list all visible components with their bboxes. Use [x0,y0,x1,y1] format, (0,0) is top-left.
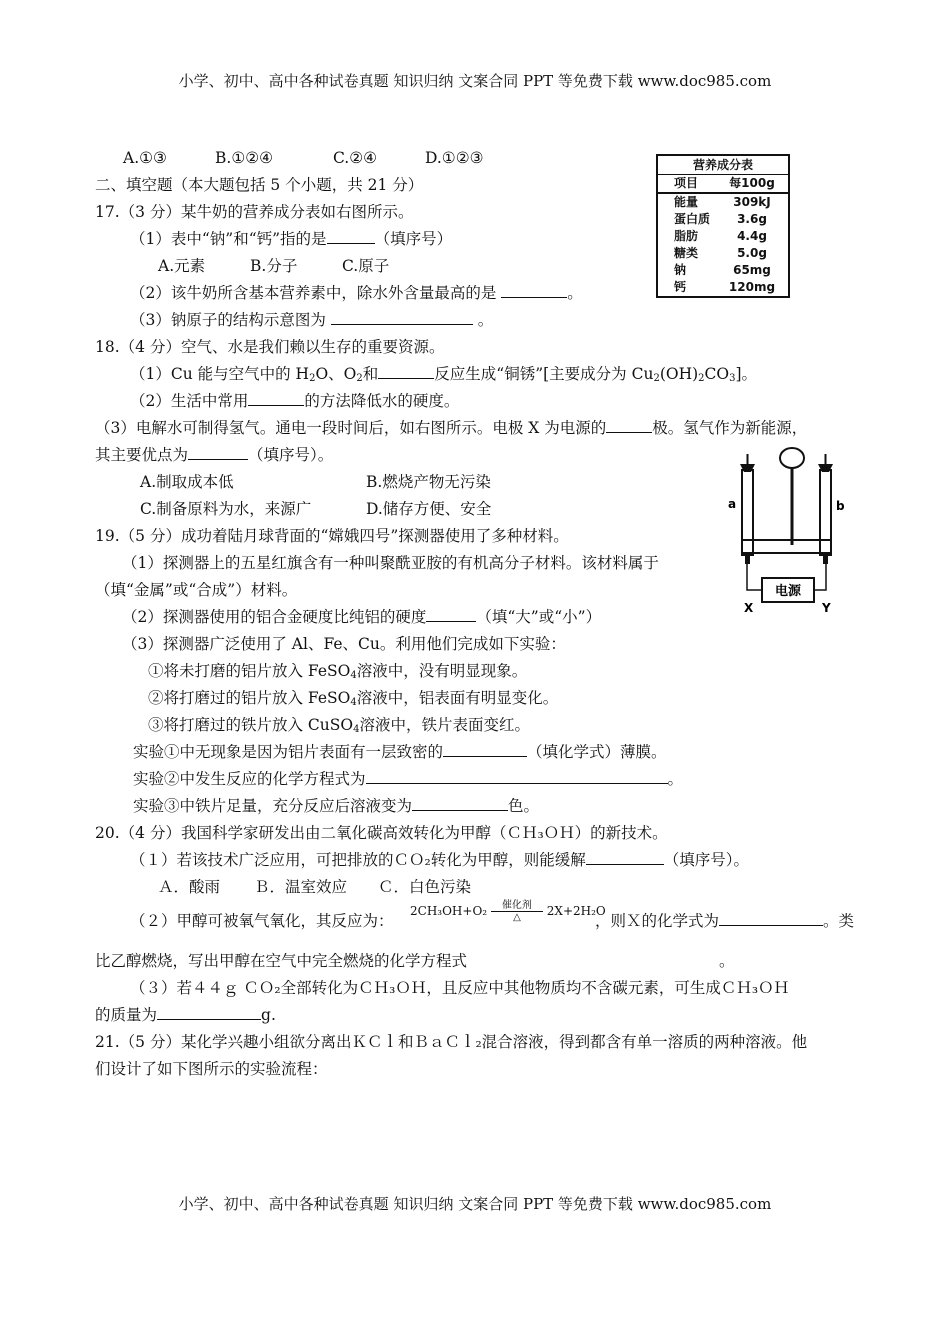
q19-stem: 19.（5 分）成功着陆月球背面的“嫦娥四号”探测器使用了多种材料。 [95,527,569,545]
q20-part1 [130,850,749,870]
q19-part2 [122,607,601,627]
answer-blank[interactable] [606,418,652,433]
answer-blank[interactable] [501,283,567,298]
nutrition-item: 脂肪 [674,229,699,243]
q18-stem: 18.（4 分）空气、水是我们赖以生存的重要资源。 [95,338,445,356]
q19-result2 [133,769,683,789]
q18-p1-text: （1）Cu 能与空气中的 H [130,365,310,383]
reaction-equation [410,900,606,923]
q19-exp-text: 溶液中，铝表面有明显变化。 [356,689,559,707]
q18-option-a: A.制取成本低 [140,473,234,491]
q20-part2-intro: （２）甲醇可被氧气氧化，其反应为： [130,912,394,930]
answer-blank[interactable] [378,364,434,379]
nutrition-row [658,262,788,279]
label-y: Y [822,601,831,615]
q18-options-ab [140,472,491,492]
nutrition-row [658,211,788,228]
subscript: 4 [350,670,357,681]
q16-option-a: A.①③ [123,149,167,167]
heat-label: △ [513,912,521,923]
power-source-label: 电源 [774,584,802,599]
q18-options-cd [140,499,491,519]
q20-p2-text: 比乙醇燃烧，写出甲醇在空气中完全燃烧的化学方程式 [95,952,468,970]
equation-left: 2CH₃OH+O₂ [410,904,488,918]
nutrition-col-value: 每100g [729,176,775,190]
q20-p1-hint: （填序号）。 [663,851,749,869]
q20-part2-x [595,911,854,931]
q19-exp3 [148,715,530,740]
answer-blank[interactable] [188,445,248,460]
nutrition-row [658,245,788,262]
nutrition-item: 糖类 [674,246,699,260]
q17-p1-text: （1）表中“钠”和“钙”指的是 [130,230,327,248]
answer-blank[interactable] [586,850,664,865]
subscript: 2 [653,373,660,384]
q20-p2-text: 。类 [823,912,855,930]
nutrition-row [658,228,788,245]
label-a: a [728,497,737,511]
answer-blank[interactable] [719,911,823,926]
q17-p1-hint: （填序号） [374,230,453,248]
q18-p3-text: （填序号）。 [248,446,334,464]
section-title: 二、填空题（本大题包括 5 个小题，共 21 分） [95,176,424,194]
label-x: X [744,601,754,615]
nutrition-title: 营养成分表 [658,156,788,175]
nutrition-item: 能量 [674,195,699,209]
q19-exp-text: ③将打磨过的铁片放入 CuSO [148,716,354,734]
q18-p1-text: CO [704,365,730,383]
nutrition-value: 65mg [733,263,771,277]
q17-stem: 17.（3 分）某牛奶的营养成分表如右图所示。 [95,203,414,221]
q17-p3-text: （3）钠原子的结构示意图为 [130,311,331,329]
q16-options [123,148,484,168]
nutrition-col-item: 项目 [674,176,699,190]
nutrition-value: 4.4g [737,229,767,243]
q20-part3: （３）若４４ｇ ＣＯ₂全部转化为ＣＨ₃ＯＨ，且反应中其他物质均不含碳元素，可生成ＣＨ₃ＯＨ [130,979,790,997]
electrolysis-apparatus-figure [722,440,862,615]
q17-options [158,256,389,276]
q19-result-text: 实验③中铁片足量，充分反应后溶液变为 [133,797,413,815]
subscript: 3 [729,373,736,384]
q17-p3-end: 。 [472,311,494,329]
q18-p1-text: 和 [362,365,379,383]
q19-part3: （3）探测器广泛使用了 Al、Fe、Cu。利用他们完成如下实验： [122,635,566,653]
q20-part2-cont [95,951,735,971]
answer-blank[interactable] [327,229,375,244]
catalyst-label: 催化剂 [501,900,532,911]
q20-p3-unit: g. [261,1006,276,1024]
q20-p3-text: 的质量为 [95,1006,158,1024]
nutrition-row [658,194,788,211]
subscript: 2 [698,373,705,384]
answer-blank[interactable] [426,607,476,622]
nutrition-header-row [658,175,788,194]
label-b: b [836,499,845,513]
q17-part1 [130,229,452,249]
nutrition-row [658,279,788,296]
q19-exp-text: ①将未打磨的铝片放入 FeSO [148,662,351,680]
q18-p1-text: ]。 [735,365,758,383]
subscript: 4 [350,697,357,708]
page-footer: 小学、初中、高中各种试卷真题 知识归纳 文案合同 PPT 等免费下载 www.doc985.com [178,1195,772,1213]
equation-right: 2X+2H₂O [546,904,606,918]
page-header: 小学、初中、高中各种试卷真题 知识归纳 文案合同 PPT 等免费下载 www.doc985.com [178,72,772,90]
q18-part3-cont [95,445,333,465]
q18-option-d: D.储存方便、安全 [366,500,492,518]
q18-p1-text: 反应生成“铜锈”[主要成分为 Cu [434,365,654,383]
q21-line2: 们设计了如下图所示的实验流程： [95,1060,328,1078]
q19-exp2 [148,688,558,713]
q19-result-text: 。 [667,770,684,788]
q19-result-text: 色。 [508,797,540,815]
q20-option-b: Ｂ．温室效应 [254,878,348,896]
q18-p2-text: （2）生活中常用 [130,392,249,410]
answer-blank[interactable] [248,391,304,406]
nutrition-value: 120mg [728,280,776,294]
q18-p3-text: 其主要优点为 [95,446,189,464]
subscript: 4 [353,724,360,735]
answer-blank[interactable] [366,769,668,784]
q21-line1: 21.（5 分）某化学兴趣小组欲分离出ＫＣｌ和ＢａＣｌ₂混合溶液，得到都含有单一溶质的两种溶液。他 [95,1033,808,1051]
q20-option-c: Ｃ．白色污染 [378,878,472,896]
nutrition-item: 钠 [674,263,687,277]
q20-p2-text: ，则Ｘ的化学式为 [595,912,720,930]
nutrition-value: 3.6g [737,212,767,226]
q18-part2 [130,391,459,411]
q20-stem: 20.（4 分）我国科学家研发出由二氧化碳高效转化为甲醇（ＣＨ₃ＯＨ）的新技术。 [95,824,668,842]
q18-p3-text: 极。氢气作为新能源， [652,419,808,437]
subscript: 2 [309,373,316,384]
q19-result-text: 实验①中无现象是因为铝片表面有一层致密的 [133,743,444,761]
q17-p2-end: 。 [567,284,583,302]
q19-result-text: 实验②中发生反应的化学方程式为 [133,770,366,788]
q18-part1 [130,364,757,389]
q19-result-text: （填化学式）薄膜。 [527,743,667,761]
q20-option-a: Ａ．酸雨 [158,878,221,896]
q18-option-b: B.燃烧产物无污染 [366,473,491,491]
q16-option-b: B.①②④ [215,149,274,167]
q17-part2 [130,283,583,303]
answer-blank[interactable] [157,1005,261,1020]
q16-option-d: D.①②③ [425,149,484,167]
q18-part3 [95,418,807,438]
q19-result1 [133,742,667,762]
q17-part3 [130,310,493,330]
q20-p1-text: （１）若该技术广泛应用，可把排放的ＣＯ₂转化为甲醇，则能缓解 [130,851,586,869]
q17-option-a: A.元素 [158,257,206,275]
q19-exp-text: 溶液中，铁片表面变红。 [359,716,530,734]
nutrition-value: 309kJ [733,195,771,209]
q18-option-c: C.制备原料为水，来源广 [140,500,312,518]
nutrition-item: 钙 [674,280,687,294]
nutrition-table [656,154,790,298]
q19-exp-text: ②将打磨过的铝片放入 FeSO [148,689,351,707]
q17-p2-text: （2）该牛奶所含基本营养素中，除水外含量最高的是 [130,284,502,302]
q18-p1-text: (OH) [659,365,699,383]
q19-part1-cont: （填“金属”或“合成”）材料。 [95,581,298,599]
answer-blank[interactable] [412,796,508,811]
q16-option-c: C.②④ [333,149,378,167]
q18-p3-text: （3）电解水可制得氢气。通电一段时间后，如右图所示。电极 X 为电源的 [95,419,607,437]
q20-options [158,877,471,897]
q20-p2-end: 。 [719,952,735,970]
q19-p2-text: （2）探测器使用的铝合金硬度比纯铝的硬度 [122,608,427,626]
q17-option-c: C.原子 [342,257,390,275]
answer-blank[interactable] [443,742,527,757]
q19-part1: （1）探测器上的五星红旗含有一种叫聚酰亚胺的有机高分子材料。该材料属于 [122,554,659,572]
q19-exp-text: 溶液中，没有明显现象。 [356,662,528,680]
q18-p2-text: 的方法降低水的硬度。 [304,392,460,410]
equation-arrow [491,900,543,923]
q19-p2-hint: （填“大”或“小”） [476,608,602,626]
q18-p1-text: O、O [315,365,357,383]
answer-blank[interactable] [331,310,473,325]
q20-part3-cont [95,1005,276,1025]
nutrition-value: 5.0g [737,246,767,260]
nutrition-item: 蛋白质 [674,212,711,226]
subscript: 2 [356,373,363,384]
q17-option-b: B.分子 [250,257,298,275]
q19-result3 [133,796,539,816]
q19-exp1 [148,661,527,686]
